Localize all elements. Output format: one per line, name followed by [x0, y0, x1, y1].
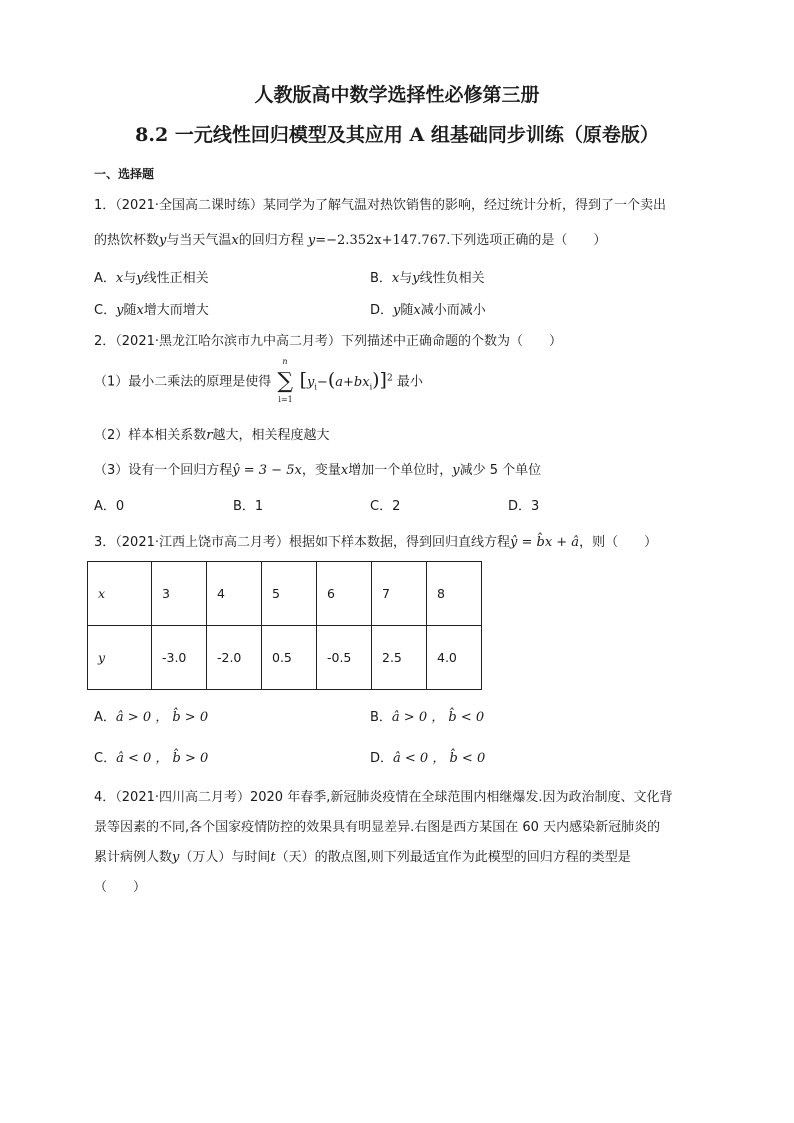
q2-option-c: C．2: [370, 499, 401, 514]
q4-stem-line1: 4．（2021·四川高二月考）2020 年春季,新冠肺炎疫情在全球范围内相继爆发.因为政治制度、文化背: [94, 790, 673, 805]
q4-stem-line4: （ ）: [94, 880, 147, 895]
q3-option-c: C．â < 0 ， b̂ > 0: [94, 751, 209, 766]
document-subtitle: 8.2 一元线性回归模型及其应用 A 组基础同步训练（原卷版）: [135, 124, 659, 146]
q2-statement-2: （2）样本相关系数r越大，相关程度越大: [94, 428, 330, 443]
q1-text: .下列选项正确的是（ ）: [446, 233, 607, 248]
q1-var-y: y: [159, 233, 167, 248]
table-cell: 2.5: [372, 626, 427, 690]
q1-eq-rhs: =−2.352x+147.767: [315, 233, 447, 248]
q3-option-b: B．â > 0 ， b̂ < 0: [370, 710, 485, 725]
table-row: [88, 562, 482, 626]
table-cell: 6: [317, 562, 372, 626]
q1-text: 的回归方程: [238, 233, 304, 248]
q1-var-x: x: [231, 233, 239, 248]
q1-option-a: A．x与y线性正相关: [94, 271, 209, 286]
table-cell: 7: [372, 562, 427, 626]
document-title: 人教版高中数学选择性必修第三册: [254, 84, 540, 106]
q1-text: 与当天气温: [166, 233, 232, 248]
table-cell: -3.0: [152, 626, 207, 690]
q1-eq-lhs: y: [307, 233, 316, 248]
q1-text: 的热饮杯数: [94, 233, 160, 248]
q2-option-d: D．3: [508, 499, 540, 514]
q3-option-d: D．â < 0 ， b̂ < 0: [370, 751, 486, 766]
q1-option-c: C．y随x增大而增大: [94, 303, 209, 318]
table-cell: 4.0: [427, 626, 482, 690]
q2-stem: 2．（2021·黑龙江哈尔滨市九中高二月考）下列描述中正确命题的个数为（ ）: [94, 334, 562, 349]
sample-data-table: [87, 561, 482, 690]
table-cell: -2.0: [207, 626, 262, 690]
table-cell: 0.5: [262, 626, 317, 690]
q4-stem-line2: 景等因素的不同,各个国家疫情防控的效果具有明显差异.右图是西方某国在 60 天内感染新冠肺炎的: [94, 820, 661, 835]
q2-option-b: B．1: [233, 499, 264, 514]
q4-stem-line3: 累计病例人数y（万人）与时间t（天）的散点图,则下列最适宜作为此模型的回归方程的类型是: [94, 850, 631, 865]
q3-option-a: A．â > 0 ， b̂ > 0: [94, 710, 209, 725]
table-cell: -0.5: [317, 626, 372, 690]
q2-statement-1: （1）最小二乘法的原理是使得 ∑ n i=1 $[y_i-(a+bx_i)]^2$ 最小: [94, 357, 423, 404]
q1-stem-line2: [94, 229, 606, 248]
q1-option-b: B．x与y线性负相关: [370, 271, 485, 286]
table-header-x: x: [88, 562, 152, 626]
q3-stem: 3．（2021·江西上饶市高二月考）根据如下样本数据，得到回归直线方程ŷ = b̂x + â，则（ ）: [94, 535, 658, 550]
table-cell: 5: [262, 562, 317, 626]
q1-option-d: D．y随x减小而减小: [370, 303, 486, 318]
section-heading: 一、选择题: [94, 167, 155, 181]
table-cell: 8: [427, 562, 482, 626]
q2-statement-3: （3）设有一个回归方程ŷ = 3 − 5x，变量x增加一个单位时，y减少 5 个单位: [94, 463, 542, 478]
q1-stem-line1: 1．（2021·全国高二课时练）某同学为了解气温对热饮销售的影响，经过统计分析，得到了一个卖出: [94, 198, 666, 213]
summation-symbol: ∑ n i=1: [277, 357, 294, 404]
table-cell: 3: [152, 562, 207, 626]
table-cell: 4: [207, 562, 262, 626]
q2-option-a: A．0: [94, 499, 125, 514]
table-header-y: y: [88, 626, 152, 690]
table-row: [88, 626, 482, 690]
